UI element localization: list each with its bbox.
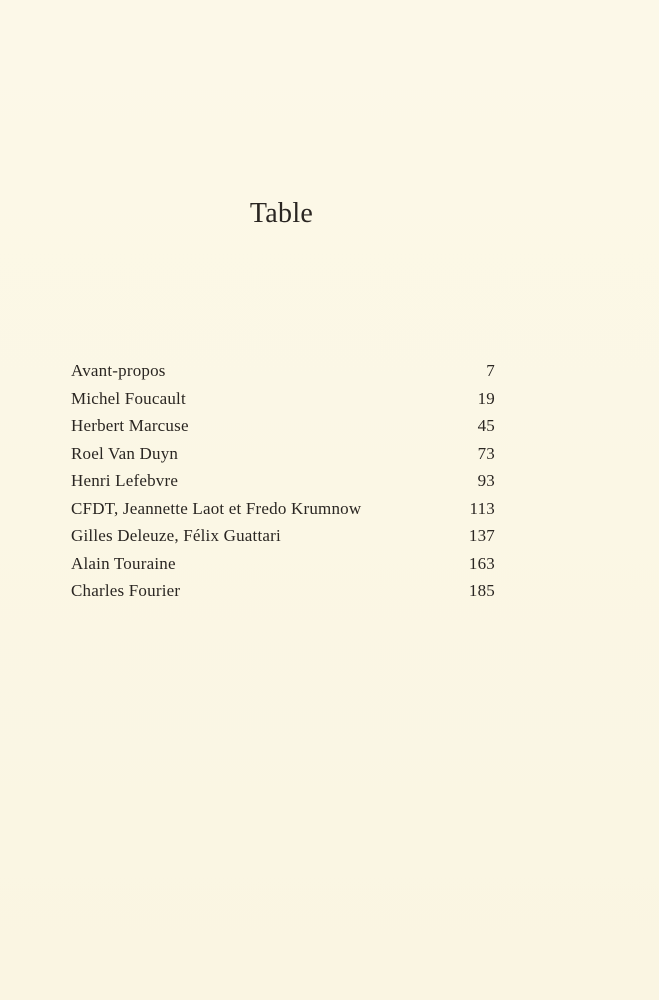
toc-entry — [71, 577, 495, 605]
toc-entry-label: Alain Touraine — [71, 553, 176, 573]
toc-entry-page: 137 — [468, 526, 495, 545]
toc-entry — [71, 495, 495, 523]
toc-entry-label: CFDT, Jeannette Laot et Fredo Krumnow — [71, 498, 362, 518]
toc-entry-page: 93 — [477, 471, 495, 490]
toc-entry-page: 45 — [477, 416, 495, 435]
toc-entry — [71, 412, 495, 440]
toc-entry-label: Avant-propos — [71, 361, 166, 380]
toc-entry-label: Henri Lefebvre — [71, 471, 179, 490]
toc-entry-page: 73 — [477, 443, 495, 463]
toc-entry-page: 113 — [469, 498, 495, 518]
toc-entry-label: Herbert Marcuse — [71, 416, 189, 435]
toc-entry — [71, 467, 495, 495]
toc-entry — [71, 550, 495, 578]
table-of-contents — [71, 357, 495, 605]
toc-entry-page: 163 — [468, 553, 495, 573]
toc-entry-label: Roel Van Duyn — [71, 443, 179, 463]
toc-entry — [71, 385, 495, 413]
page-title: Table — [249, 198, 314, 229]
toc-entry-label: Gilles Deleuze, Félix Guattari — [71, 526, 281, 545]
toc-entry-page: 185 — [468, 581, 495, 600]
toc-entry — [71, 357, 495, 385]
toc-entry — [71, 440, 495, 468]
toc-entry — [71, 522, 495, 550]
toc-entry-label: Charles Fourier — [71, 581, 181, 600]
toc-entry-page: 7 — [486, 361, 495, 380]
toc-entry-page: 19 — [477, 388, 495, 408]
toc-entry-label: Michel Foucault — [71, 388, 186, 408]
